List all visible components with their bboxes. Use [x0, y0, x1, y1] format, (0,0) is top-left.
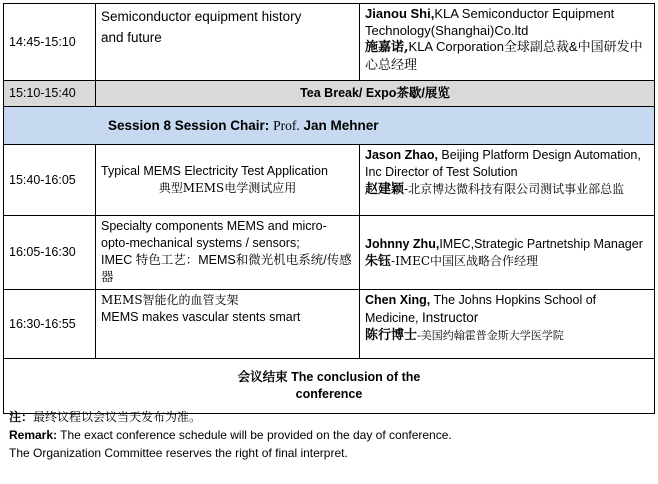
time-cell: 14:45-15:10: [4, 4, 96, 81]
note-cn-text: 最终议程以会议当天发布为准。: [33, 410, 202, 424]
session-label: Session 8 Session Chair:: [108, 118, 270, 133]
session-prof: Prof.: [273, 118, 300, 133]
speaker-affiliation: The Johns Hopkins School of Medicine,: [365, 293, 597, 325]
break-row: [4, 81, 655, 107]
speaker-cn-affiliation: -美国约翰霍普金斯大学医学院: [417, 329, 564, 342]
speaker-title: Instructor: [421, 310, 479, 325]
topic-cell: [96, 145, 360, 216]
speaker-name: Jason Zhao,: [365, 148, 438, 162]
session-chair: Jan Mehner: [303, 118, 379, 133]
topic-line: and future: [101, 30, 162, 45]
speaker-name: Jianou Shi,: [365, 6, 435, 21]
speaker-cell: [360, 145, 655, 216]
topic-line-cn: MEMS智能化的血管支架: [101, 293, 239, 307]
time-cell: 16:30-16:55: [4, 290, 96, 359]
agenda-row: [4, 4, 655, 81]
agenda-row: [4, 290, 655, 359]
topic-line: Specialty components MEMS and micro-opto-mechanical systems / sensors;: [101, 219, 327, 250]
topic-line: MEMS makes vascular stents smart: [101, 310, 301, 324]
time-cell: 15:40-16:05: [4, 145, 96, 216]
speaker-affiliation: IMEC,Strategic Partnetship Manager: [439, 236, 643, 251]
time-cell: 16:05-16:30: [4, 216, 96, 290]
conclusion-line: 会议结束 The conclusion of the: [237, 370, 421, 384]
note-cn-label: 注：: [9, 410, 34, 424]
agenda-table: [3, 3, 655, 414]
footnotes: [9, 408, 452, 462]
speaker-cn-name: 陈行博士: [365, 328, 418, 343]
topic-cell: [96, 216, 360, 290]
speaker-name: Johnny Zhu,: [365, 236, 440, 251]
speaker-affiliation: KLA Semiconductor Equipment Technology(Shanghai)Co.ltd: [365, 6, 615, 38]
agenda-row: [4, 216, 655, 290]
speaker-cn-affiliation: KLA Corporation全球副总裁&中国研发中心总经理: [365, 39, 643, 72]
break-label: Tea Break/ Expo茶歇/展览: [96, 81, 655, 107]
speaker-affiliation: Beijing Platform Design Automation, Inc Director of Test Solution: [365, 148, 641, 179]
remark-line-2: The Organization Committee reserves the right of final interpret.: [9, 446, 348, 460]
remark-text: The exact conference schedule will be provided on the day of conference.: [60, 428, 452, 442]
topic-line: IMEC 特色工艺：MEMS和微光机电系统/传感器: [101, 253, 352, 284]
speaker-cell: [360, 4, 655, 81]
agenda-row: [4, 145, 655, 216]
conclusion-line: conference: [295, 387, 363, 401]
session-row: [4, 107, 655, 145]
speaker-cn-affiliation: -IMEC中国区战略合作经理: [391, 253, 539, 268]
speaker-cn-affiliation: -北京博达微科技有限公司测试事业部总监: [404, 182, 625, 196]
topic-line: Semiconductor equipment history: [101, 9, 302, 24]
speaker-cell: [360, 290, 655, 359]
remark: [9, 426, 452, 444]
session-header: [4, 107, 655, 145]
conclusion-cell: [4, 359, 655, 414]
conclusion-row: [4, 359, 655, 414]
time-cell: 15:10-15:40: [4, 81, 96, 107]
note-cn: [9, 408, 452, 426]
speaker-name: Chen Xing,: [365, 293, 431, 307]
topic-cell: [96, 4, 360, 81]
topic-line: Typical MEMS Electricity Test Application: [101, 164, 328, 178]
topic-cell: [96, 290, 360, 359]
speaker-cell: [360, 216, 655, 290]
speaker-cn-name: 朱钰: [365, 253, 392, 269]
topic-line-cn: 典型MEMS电学测试应用: [158, 181, 297, 195]
speaker-cn-name: 施嘉诺,: [365, 40, 409, 55]
speaker-cn-name: 赵建颖: [365, 182, 405, 197]
remark-label: Remark:: [9, 428, 58, 442]
